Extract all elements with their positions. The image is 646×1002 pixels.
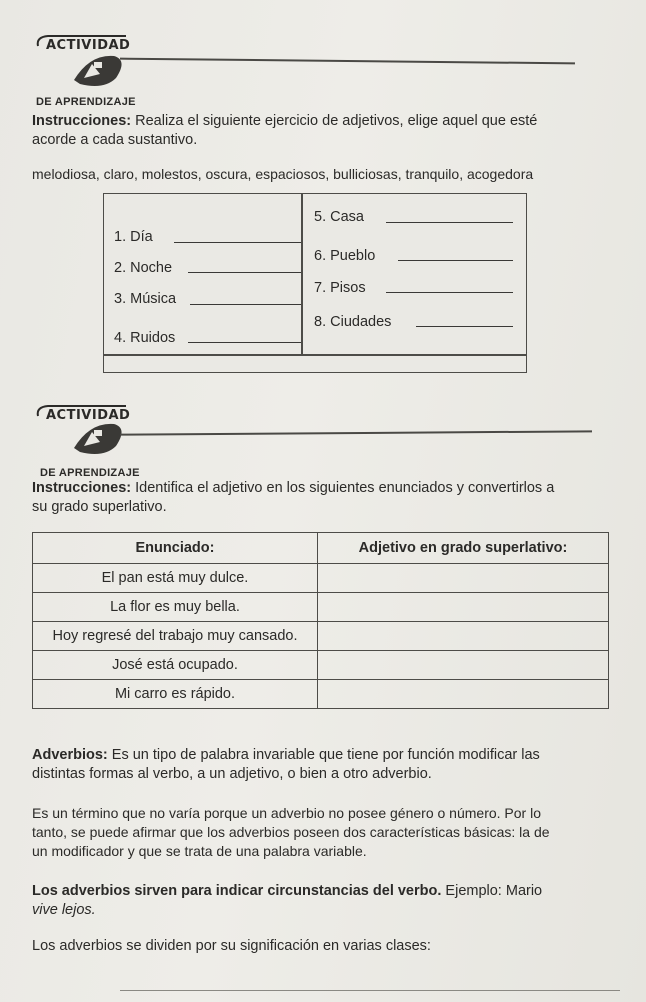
table-row [33, 564, 609, 593]
table-row [33, 680, 609, 709]
statement-cell: Hoy regresé del trabajo muy cansado. [33, 622, 318, 651]
header-enunciado: Enunciado: [33, 533, 318, 564]
exercise-item-3: 3. Música [114, 291, 177, 307]
header-rule [120, 58, 575, 64]
exercise-item-6: 6. Pueblo [314, 248, 376, 264]
statement-cell: El pan está muy dulce. [33, 564, 318, 593]
answer-blank[interactable] [386, 292, 513, 293]
badge-subtitle: DE APRENDIZAJE [36, 96, 136, 108]
header-rule [120, 430, 592, 435]
instructions-text-2: acorde a cada sustantivo. [32, 132, 198, 148]
page-bottom-rule [120, 990, 620, 991]
adverbs-paragraph-2 [32, 804, 632, 861]
answer-cell[interactable] [318, 622, 609, 651]
adverbs-paragraph-3 [32, 882, 632, 920]
exercise-item-2: 2. Noche [114, 260, 173, 276]
table-row [33, 593, 609, 622]
instructions-1 [32, 112, 642, 150]
table-row [33, 651, 609, 680]
answer-cell[interactable] [318, 651, 609, 680]
paragraph-text: un modificador y que se trata de una palabra variable. [32, 843, 367, 859]
answer-blank[interactable] [174, 242, 301, 243]
adjective-exercise-box [103, 193, 527, 373]
instructions-2 [32, 479, 646, 517]
activity-badge-1 [34, 34, 144, 104]
paragraph-text: Es un término que no varía porque un adverbio no posee género o número. Por lo [32, 805, 541, 821]
statement-cell: Mi carro es rápido. [33, 680, 318, 709]
statement-cell: La flor es muy bella. [33, 593, 318, 622]
instructions-text-2: su grado superlativo. [32, 499, 167, 515]
instructions-text: Realiza el siguiente ejercicio de adjetivos, elige aquel que esté [135, 113, 538, 129]
answer-blank[interactable] [188, 272, 301, 273]
instructions-label: Instrucciones: [32, 113, 132, 129]
table-row [33, 622, 609, 651]
paragraph-text: Ejemplo: Mario [445, 883, 543, 899]
instructions-label: Instrucciones: [32, 480, 132, 496]
answer-cell[interactable] [318, 680, 609, 709]
statement-cell: José está ocupado. [33, 651, 318, 680]
answer-blank[interactable] [190, 304, 301, 305]
badge-title: ACTIVIDAD [46, 38, 131, 53]
paragraph-text: distintas formas al verbo, a un adjetivo, o bien a otro adverbio. [32, 766, 432, 782]
adverbs-paragraph-4: Los adverbios se dividen por su significación en varias clases: [32, 938, 431, 954]
answer-cell[interactable] [318, 593, 609, 622]
column-divider [301, 194, 303, 354]
table-header-row [33, 533, 609, 564]
exercise-item-4: 4. Ruidos [114, 330, 176, 346]
example-text: vive lejos. [32, 902, 96, 918]
instructions-text: Identifica el adjetivo en los siguientes enunciados y convertirlos a [135, 480, 555, 496]
header-superlativo: Adjetivo en grado superlativo: [318, 533, 609, 564]
superlative-table [32, 532, 609, 709]
paragraph-text: tanto, se puede afirmar que los adverbios poseen dos características básicas: la de [32, 824, 550, 840]
paragraph-text: Es un tipo de palabra invariable que tiene por función modificar las [111, 747, 540, 763]
adverbs-label: Adverbios: [32, 747, 108, 763]
box-bottom-rule [104, 354, 526, 356]
badge-title: ACTIVIDAD [46, 408, 131, 423]
answer-cell[interactable] [318, 564, 609, 593]
paragraph-bold: Los adverbios sirven para indicar circunstancias del verbo. [32, 883, 442, 899]
answer-blank[interactable] [416, 326, 513, 327]
exercise-item-8: 8. Ciudades [314, 314, 392, 330]
adverbs-definition [32, 746, 632, 784]
exercise-item-7: 7. Pisos [314, 280, 366, 296]
word-bank: melodiosa, claro, molestos, oscura, espaciosos, bulliciosas, tranquilo, acogedora [32, 166, 534, 182]
answer-blank[interactable] [188, 342, 301, 343]
exercise-item-1: 1. Día [114, 229, 153, 245]
badge-subtitle: DE APRENDIZAJE [40, 467, 140, 479]
answer-blank[interactable] [398, 260, 513, 261]
answer-blank[interactable] [386, 222, 513, 223]
exercise-item-5: 5. Casa [314, 209, 364, 225]
